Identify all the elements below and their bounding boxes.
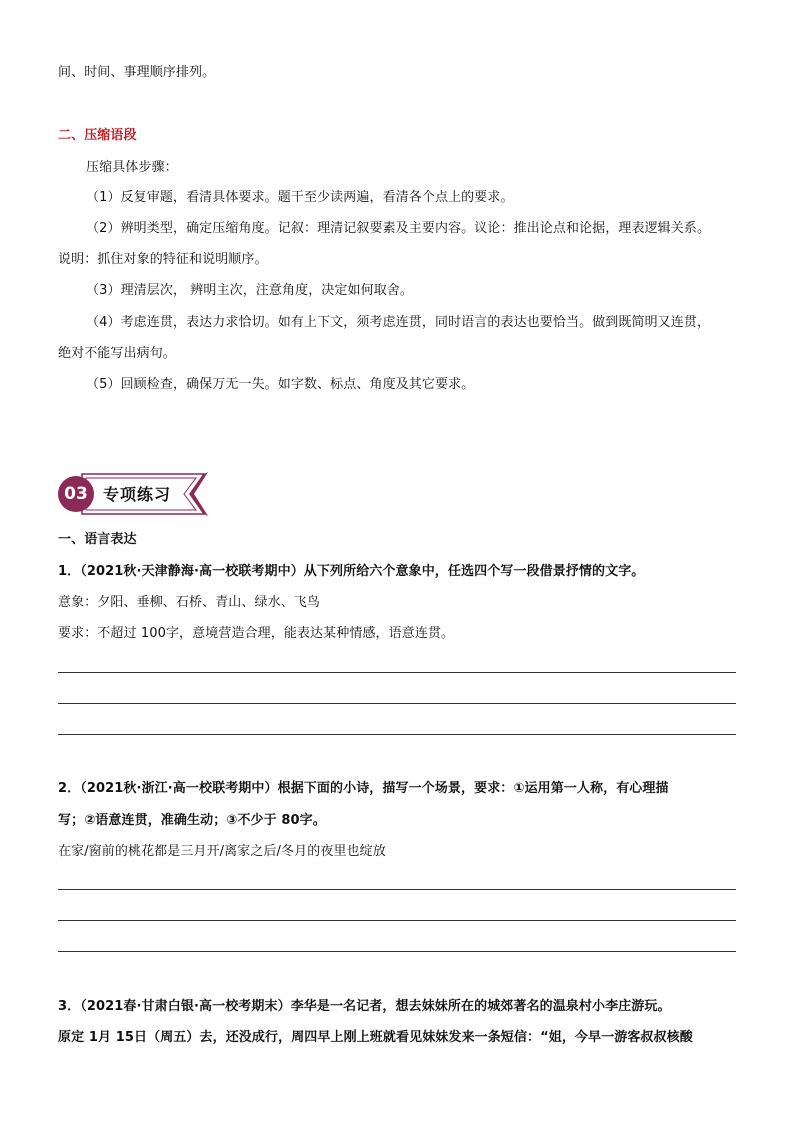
step-2: （2）辨明类型，确定压缩角度。记叙：理清记叙要素及主要内容。议论：推出论点和论据，理表逻辑关系。	[86, 221, 711, 236]
answer-line[interactable]	[58, 703, 736, 704]
question-2-poem: 在家/窗前的桃花都是三月开/离家之后/冬月的夜里也绽放	[58, 844, 386, 859]
question-3-body: 原定 1月 15日（周五）去，还没成行，周四早上刚上班就看见妹妹发来一条短信：“姐，今早一游客叔叔核酸	[58, 1030, 693, 1045]
question-2-title-cont: 写；②语意连贯，准确生动；③不少于 80字。	[58, 813, 326, 828]
step-2-cont: 说明：抓住对象的特征和说明顺序。	[58, 252, 268, 267]
question-2-title: 2．（2021秋·浙江·高一校联考期中）根据下面的小诗，描写一个场景，要求：①运用第一人称，有心理描	[58, 781, 669, 796]
question-1-images: 意象：夕阳、垂柳、石桥、青山、绿水、飞鸟	[58, 595, 321, 610]
step-4-cont: 绝对不能写出病句。	[58, 346, 176, 361]
question-3-title: 3．（2021春·甘肃白银·高一校考期末）李华是一名记者，想去妹妹所在的城郊著名的温泉村小李庄游玩。	[58, 999, 671, 1014]
step-4: （4）考虑连贯，表达力求恰切。如有上下文，须考虑连贯，同时语言的表达也要恰当。做到既简明又连贯，	[86, 315, 711, 330]
answer-line[interactable]	[58, 672, 736, 673]
answer-line[interactable]	[58, 734, 736, 735]
continuation-line: 间、时间、事理顺序排列。	[58, 65, 216, 80]
step-1: （1）反复审题，看清具体要求。题干至少读两遍，看清各个点上的要求。	[86, 190, 514, 205]
section-title: 专项练习	[103, 485, 172, 504]
step-3: （3）理清层次， 辨明主次，注意角度，决定如何取舍。	[86, 283, 414, 298]
answer-line[interactable]	[58, 951, 736, 952]
section-intro: 压缩具体步骤：	[86, 160, 178, 175]
answer-line[interactable]	[58, 889, 736, 890]
question-1-requirement: 要求：不超过 100字，意境营造合理，能表达某种情感，语意连贯。	[58, 626, 455, 641]
section-number-badge: 03	[58, 476, 94, 512]
step-5: （5）回顾检查，确保万无一失。如字数、标点、角度及其它要求。	[86, 377, 475, 392]
practice-heading: 一、语言表达	[58, 532, 137, 547]
section-heading: 二、压缩语段	[58, 128, 137, 143]
answer-line[interactable]	[58, 920, 736, 921]
question-1-title: 1．（2021秋·天津静海·高一校联考期中）从下列所给六个意象中，任选四个写一段借景抒情的文字。	[58, 564, 645, 579]
